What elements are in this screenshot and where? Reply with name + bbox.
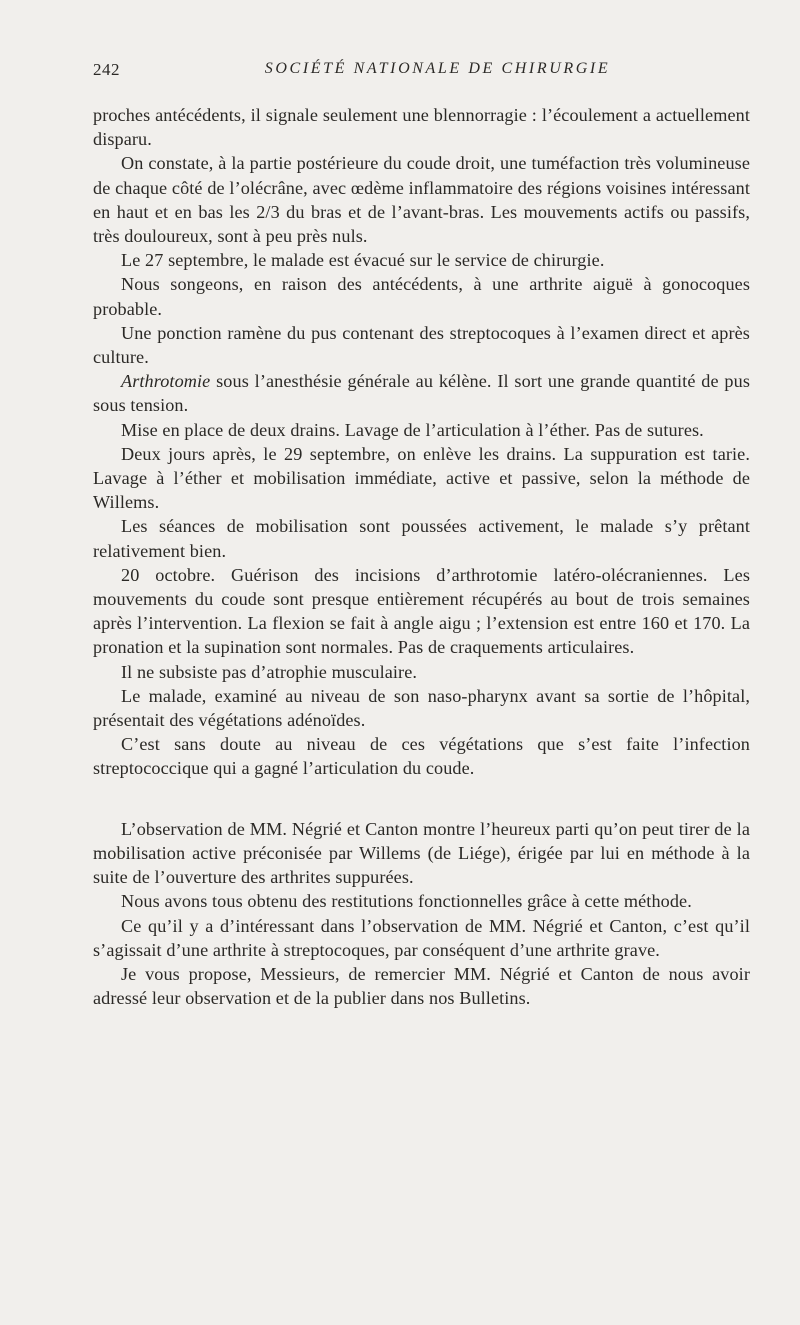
paragraph: 20 octobre. Guérison des incisions d’arthrotomie latéro-olécraniennes. Les mouvements du coude sont presque entièrement récupérés au bout de trois semaines après l’intervention. La flexion se fait à angle aigu ; l’extension est entre 160 et 170. La pronation et la supination sont normales. Pas de craquements articulaires.	[93, 564, 750, 658]
paragraph: Le malade, examiné au niveau de son naso-pharynx avant sa sortie de l’hôpital, présentait des végétations adénoïdes.	[93, 685, 750, 731]
journal-title: SOCIÉTÉ NATIONALE DE CHIRURGIE	[264, 60, 611, 77]
paragraph: Le 27 septembre, le malade est évacué sur le service de chirurgie.	[121, 250, 605, 271]
section-gap	[93, 781, 750, 817]
running-header	[93, 60, 750, 84]
page-number: 242	[93, 60, 120, 79]
paragraph: Il ne subsiste pas d’atrophie musculaire.	[121, 661, 418, 682]
paragraph: Une ponction ramène du pus contenant des streptocoques à l’examen direct et après culture.	[93, 322, 750, 368]
observation-section	[93, 103, 750, 781]
paragraph: Mise en place de deux drains. Lavage de l’articulation à l’éther. Pas de sutures.	[121, 419, 704, 440]
paragraph: Les séances de mobilisation sont poussées activement, le malade s’y prêtant relativement bien.	[93, 516, 750, 561]
body-text	[93, 103, 750, 1010]
paragraph: On constate, à la partie postérieure du coude droit, une tuméfaction très volumineuse de chaque côté de l’olécrâne, avec œdème inflammatoire des régions voisines intéressant en haut et en bas les 2/3 du bras et de l’avant-bras. Les mouvements actifs ou passifs, très douloureux, sont à peu près nuls.	[93, 153, 750, 247]
paragraph: L’observation de MM. Négrié et Canton montre l’heureux parti qu’on peut tirer de la mobilisation active préconisée par Willems (de Liége), érigée par lui en méthode à la suite de l’ouverture des arthrites suppurées.	[93, 818, 750, 888]
paragraph: Nous songeons, en raison des antécédents, à une arthrite aiguë à gonocoques probable.	[93, 274, 750, 319]
paragraph: Je vous propose, Messieurs, de remercier MM. Négrié et Canton de nous avoir adressé leur observation et de la publier dans nos Bulletins.	[93, 963, 750, 1009]
paragraph: C’est sans doute au niveau de ces végétations que s’est faite l’infection streptococcique qui a gagné l’articulation du coude.	[93, 734, 750, 779]
paragraph: Deux jours après, le 29 septembre, on enlève les drains. La suppuration est tarie. Lavage à l’éther et mobilisation immédiate, active et passive, selon la méthode de Willems.	[93, 443, 750, 513]
paragraph: Ce qu’il y a d’intéressant dans l’observation de MM. Négrié et Canton, c’est qu’il s’agissait d’une arthrite à streptocoques, par conséquent d’une arthrite grave.	[93, 915, 750, 960]
paragraph: Nous avons tous obtenu des restitutions fonctionnelles grâce à cette méthode.	[121, 891, 692, 912]
paragraph-text: sous l’anesthésie générale au kélène. Il sort une grande quantité de pus sous tension.	[93, 371, 750, 416]
commentary-section	[93, 817, 750, 1011]
paragraph-arthrotomie	[93, 369, 750, 417]
italic-term: Arthrotomie	[121, 371, 211, 392]
paragraph: proches antécédents, il signale seulement une blennorragie : l’écoulement a actuellement disparu.	[93, 105, 750, 150]
